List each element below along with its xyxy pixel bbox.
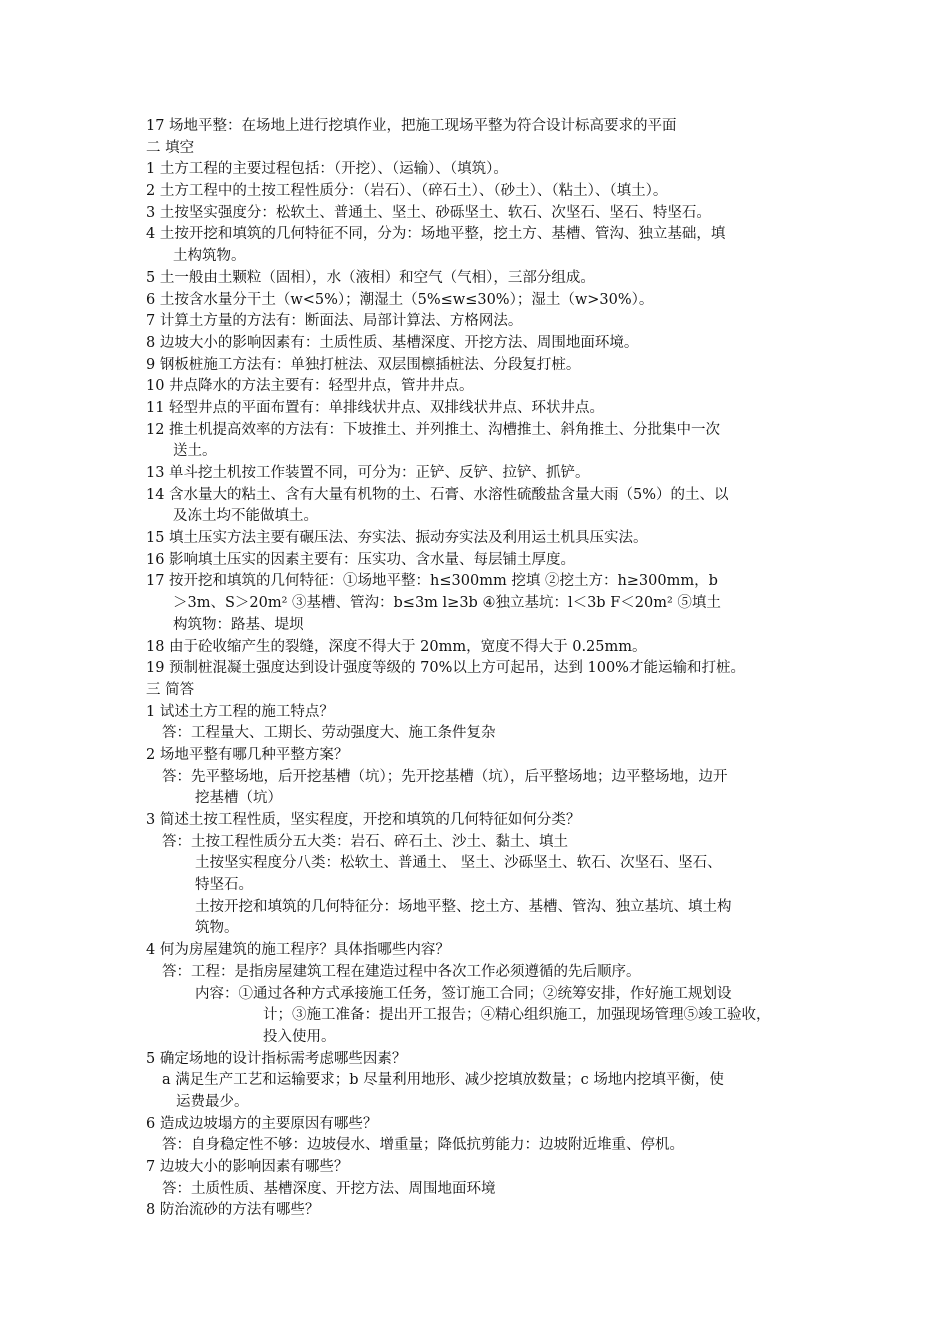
text-line: 19 预制桩混凝土强度达到设计强度等级的 70%以上方可起吊，达到 100%才能运输和打桩。 [146,660,745,677]
text-line: 2 土方工程中的土按工程性质分：（岩石）、（碎石土）、（砂土）、（粘土）、（填土）。 [146,183,668,200]
text-line: 构筑物：路基、堤坝 [173,616,304,633]
text-line: 土构筑物。 [173,248,246,265]
text-line: 13 单斗挖土机按工作装置不同，可分为：正铲、反铲、拉铲、抓铲。 [146,465,590,481]
question-line: 7 边坡大小的影响因素有哪些？ [146,1159,349,1175]
answer-line: 投入使用。 [263,1028,336,1045]
text-line: 11 轻型井点的平面布置有：单排线状井点、双排线状井点、环状井点。 [146,399,605,416]
text-line: 送土。 [173,443,217,460]
answer-line: 答：工程：是指房屋建筑工程在建造过程中各次工作必须遵循的先后顺序。 [162,963,641,980]
answer-line: 筑物。 [195,920,239,937]
document-page [146,116,810,1222]
text-line: 10 井点降水的方法主要有：轻型井点，管井井点。 [146,378,474,395]
text-line: 4 土按开挖和填筑的几何特征不同，分为：场地平整，挖土方、基槽、管沟、独立基础，填 [146,226,726,243]
text-line: 及冻土均不能做填土。 [173,508,318,525]
answer-line: 特坚石。 [195,877,253,894]
answer-line: 土按开挖和填筑的几何特征分：场地平整、挖土方、基槽、管沟、独立基坑、填土构 [195,898,732,915]
text-line: 5 土一般由土颗粒（固相），水（液相）和空气（气相），三部分组成。 [146,269,595,286]
question-line: 5 确定场地的设计指标需考虑哪些因素？ [146,1050,407,1067]
text-line: 12 推土机提高效率的方法有：下坡推土、并列推土、沟槽推土、斜角推土、分批集中一次 [146,421,721,438]
answer-line: 土按坚实程度分八类：松软土、普通土、 坚土、沙砾坚土、软石、次坚石、坚石、 [195,855,722,872]
answer-line: 答：先平整场地，后开挖基槽（坑）；先开挖基槽（坑），后平整场地；边平整场地，边开 [162,768,728,785]
text-line: 14 含水量大的粘土、含有大量有机物的土、石膏、水溶性硫酸盐含量大雨（5%）的土、以 [146,486,729,503]
question-line: 2 场地平整有哪几种平整方案？ [146,746,349,763]
question-line: 4 何为房屋建筑的施工程序？具体指哪些内容？ [146,942,450,959]
question-line: 3 简述土按工程性质，坚实程度，开挖和填筑的几何特征如何分类？ [146,812,581,828]
text-line: 3 土按坚实强度分：松软土、普通土、坚土、砂砾坚土、软石、次坚石、坚石、特坚石。 [146,204,711,221]
text-line: 15 填土压实方法主要有碾压法、夯实法、振动夯实法及利用运土机具压实法。 [146,530,648,547]
question-line: 8 防治流砂的方法有哪些？ [146,1202,320,1219]
text-line: 9 钢板桩施工方法有：单独打桩法、双层围檩插桩法、分段复打桩。 [146,356,581,373]
answer-line: 答：土按工程性质分五大类：岩石、碎石土、沙土、黏土、填土 [162,833,568,850]
question-line: 6 造成边坡塌方的主要原因有哪些？ [146,1115,378,1132]
text-line: ＞3m、S＞20m² ③基槽、管沟：b≤3m l≥3b ④独立基坑：l＜3b F＜20m² ⑤填土 [173,595,721,612]
answer-line: 计；③施工准备：提出开工报告；④精心组织施工，加强现场管理⑤竣工验收， [263,1007,771,1024]
answer-line: a 满足生产工艺和运输要求；b 尽量利用地形、减少挖填放数量；c 场地内挖填平衡，使 [162,1072,724,1089]
text-line: 1 土方工程的主要过程包括：（开挖）、（运输）、（填筑）。 [146,161,508,178]
text-line: 8 边坡大小的影响因素有：土质性质、基槽深度、开挖方法、周围地面环境。 [146,334,639,351]
section-heading: 二 填空 [146,139,195,156]
text-line: 18 由于砼收缩产生的裂缝，深度不得大于 20mm，宽度不得大于 0.25mm。 [146,638,647,655]
answer-line: 答：工程量大、工期长、劳动强度大、施工条件复杂 [162,725,496,742]
answer-line: 挖基槽（坑） [195,790,282,807]
text-line: 17 按开挖和填筑的几何特征：①场地平整：h≤300mm 挖填 ②挖土方：h≥300mm，b [146,573,718,590]
text-line: 17 场地平整：在场地上进行挖填作业，把施工现场平整为符合设计标高要求的平面 [146,118,677,134]
question-line: 1 试述土方工程的施工特点？ [146,703,334,720]
answer-line: 答：自身稳定性不够：边坡侵水、增重量；降低抗剪能力：边坡附近堆重、停机。 [162,1137,684,1154]
text-line: 6 土按含水量分干土（w<5%）；潮湿土（5%≤w≤30%）；湿土（w>30%）。 [146,291,654,308]
section-heading: 三 简答 [146,681,195,698]
answer-line: 运费最少。 [176,1093,249,1110]
answer-line: 内容：①通过各种方式承接施工任务，签订施工合同；②统筹安排，作好施工规划设 [195,985,732,1002]
answer-line: 答：土质性质、基槽深度、开挖方法、周围地面环境 [162,1180,496,1197]
text-line: 7 计算土方量的方法有：断面法、局部计算法、方格网法。 [146,313,523,330]
text-line: 16 影响填土压实的因素主要有：压实功、含水量、每层铺土厚度。 [146,551,576,568]
